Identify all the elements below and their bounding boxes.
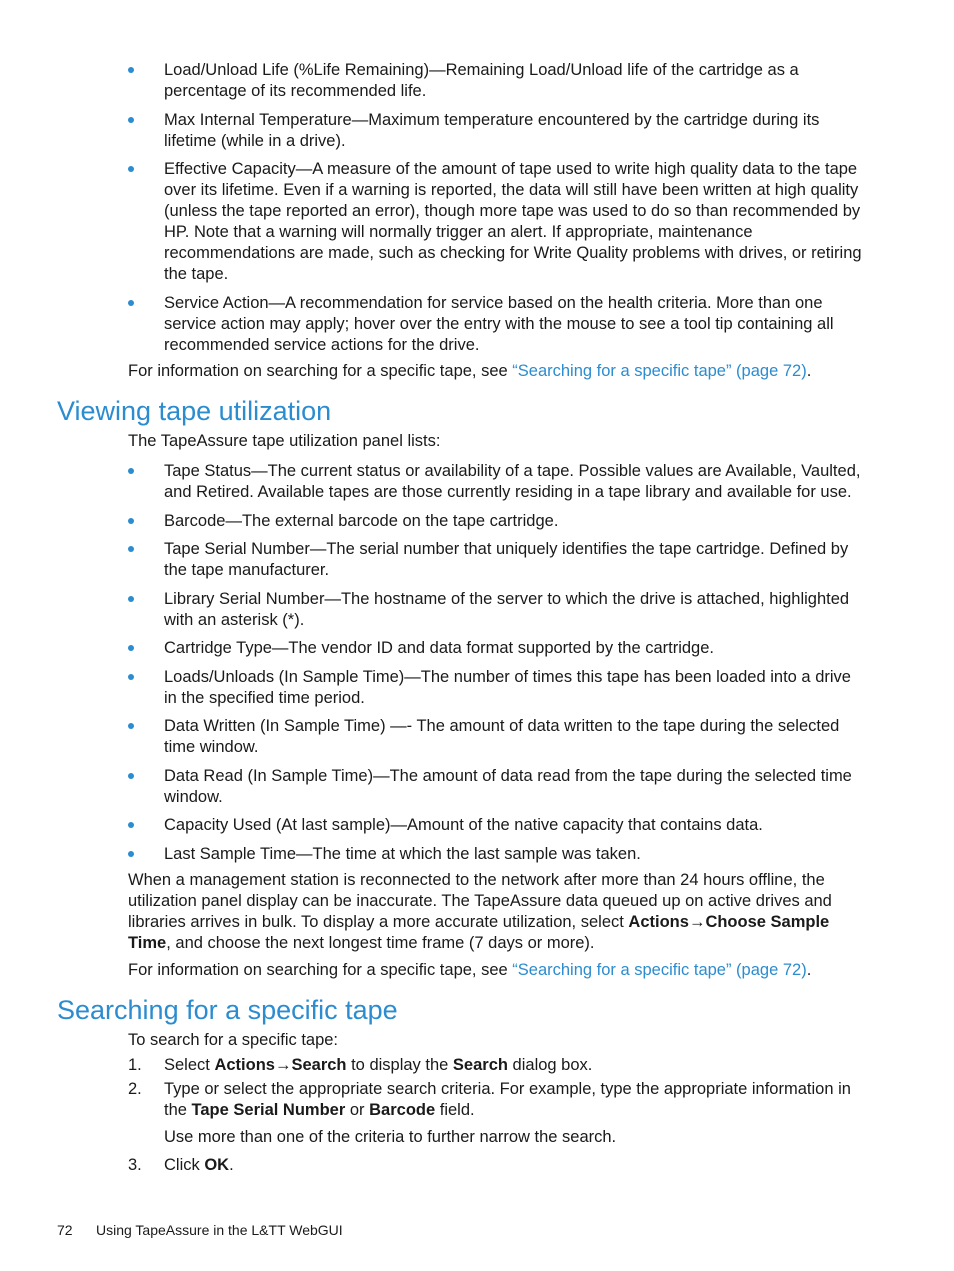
list-item xyxy=(128,60,868,102)
section-heading-searching: Searching for a specific tape xyxy=(57,995,398,1025)
bullet-dot-icon xyxy=(128,518,134,524)
viewing-bullet-list-wrap xyxy=(0,461,954,865)
search-tape-link[interactable]: “Searching for a specific tape” (page 72) xyxy=(512,362,807,380)
menu-choose-sample-time-label: Choose Sample Time xyxy=(128,913,830,952)
list-item: Last Sample Time—The time at which the last sample was taken. xyxy=(128,844,868,865)
bullet-dot-icon xyxy=(128,546,134,552)
bullet-dot-icon xyxy=(128,67,134,73)
bullet-dot-icon xyxy=(128,166,134,172)
menu-actions-label: Actions xyxy=(628,913,689,931)
section-heading-viewing: Viewing tape utilization xyxy=(57,396,332,426)
bullet-dot-icon xyxy=(128,851,134,857)
step-number: 1. xyxy=(128,1056,142,1074)
search-tape-link[interactable]: “Searching for a specific tape” (page 72) xyxy=(512,961,807,979)
list-item: Library Serial Number—The hostname of the server to which the drive is attached, highlighted with an asterisk (*). xyxy=(128,589,868,631)
searching-intro: To search for a specific tape: xyxy=(128,1031,339,1049)
arrow-icon: → xyxy=(688,913,706,931)
arrow-icon: → xyxy=(274,1056,292,1074)
list-item: Tape Status—The current status or availability of a tape. Possible values are Available, Vaulted, and Retired. Available tapes are those currently residing in a tape library and available for use. xyxy=(128,461,868,503)
bullet-dot-icon xyxy=(128,596,134,602)
viewing-bullet-list xyxy=(128,461,868,865)
list-item xyxy=(128,159,868,285)
bullet-dot-icon xyxy=(128,674,134,680)
top-bullet-list xyxy=(128,60,868,356)
utilization-note: When a management station is reconnected to the network after more than 24 hours offline, the utilization panel display can be inaccurate. The TapeAssure data queued up on active drives and libraries arrives in bulk. To display a more accurate utilization, select Actions→Choose Sample Time, and choose the next longest time frame (7 days or more). For information on searching for a specific tape, see “Searching for a specific tape” (page 72). xyxy=(0,870,954,981)
bullet-dot-icon xyxy=(128,117,134,123)
footer-title: Using TapeAssure in the L&TT WebGUI xyxy=(96,1222,343,1238)
bullet-dot-icon xyxy=(128,645,134,651)
step-note: Use more than one of the criteria to further narrow the search. xyxy=(164,1128,617,1146)
list-item-text: Effective Capacity—A measure of the amount of tape used to write high quality data to the tape over its lifetime. Even if a warning is reported, the data will still have been written at high quality (unless the tape reported an error), though more tape was used to do so than recommended by HP. Note that a warning will normally trigger an alert. If appropriate, maintenance recommendations are made, such as checking for Write Quality problems with drives, or retiring the tape. xyxy=(164,160,862,283)
list-item: Capacity Used (At last sample)—Amount of the native capacity that contains data. xyxy=(128,815,868,836)
list-item-text: Max Internal Temperature—Maximum temperature encountered by the cartridge during its lifetime (while in a drive). xyxy=(164,110,820,150)
bullet-dot-icon xyxy=(128,300,134,306)
list-item xyxy=(128,293,868,356)
info-paragraph-1: For information on searching for a specific tape, see “Searching for a specific tape” (page 72). xyxy=(128,362,812,380)
bullet-dot-icon xyxy=(128,773,134,779)
bullet-dot-icon xyxy=(128,723,134,729)
list-item: Tape Serial Number—The serial number that uniquely identifies the tape cartridge. Defined by the tape manufacturer. xyxy=(128,539,868,581)
list-item xyxy=(128,110,868,152)
bullet-dot-icon xyxy=(128,822,134,828)
list-item: Data Read (In Sample Time)—The amount of data read from the tape during the selected time window. xyxy=(128,766,868,808)
list-item-text: Load/Unload Life (%Life Remaining)—Remaining Load/Unload life of the cartridge as a percentage of its recommended life. xyxy=(164,61,799,100)
list-item: 2. Type or select the appropriate search criteria. For example, type the appropriate information in the Tape Serial Number or Barcode field. Use more than one of the criteria to further narrow the search. xyxy=(128,1079,868,1148)
info-paragraph-2: For information on searching for a specific tape, see “Searching for a specific tape” (page 72). xyxy=(128,961,812,979)
step-number: 3. xyxy=(128,1156,142,1174)
list-item: Data Written (In Sample Time) —- The amount of data written to the tape during the selected time window. xyxy=(128,716,868,758)
search-steps-list xyxy=(128,1055,868,1176)
list-item: 1. Select Actions→Search to display the Search dialog box. xyxy=(128,1056,593,1074)
page-number: 72 xyxy=(57,1222,73,1238)
list-item: 3. Click OK. xyxy=(128,1156,234,1174)
step-number: 2. xyxy=(128,1080,142,1098)
top-bullet-list-wrap xyxy=(0,60,954,356)
list-item: Cartridge Type—The vendor ID and data format supported by the cartridge. xyxy=(128,638,868,659)
page-footer xyxy=(57,1222,343,1238)
list-item: Barcode—The external barcode on the tape cartridge. xyxy=(128,511,868,532)
viewing-intro: The TapeAssure tape utilization panel lists: xyxy=(128,432,441,450)
list-item-text: Service Action—A recommendation for service based on the health criteria. More than one service action may apply; hover over the entry with the mouse to see a tool tip containing all recommended service actions for the drive. xyxy=(164,293,834,354)
list-item: Loads/Unloads (In Sample Time)—The number of times this tape has been loaded into a drive in the specified time period. xyxy=(128,667,868,709)
bullet-dot-icon xyxy=(128,468,134,474)
